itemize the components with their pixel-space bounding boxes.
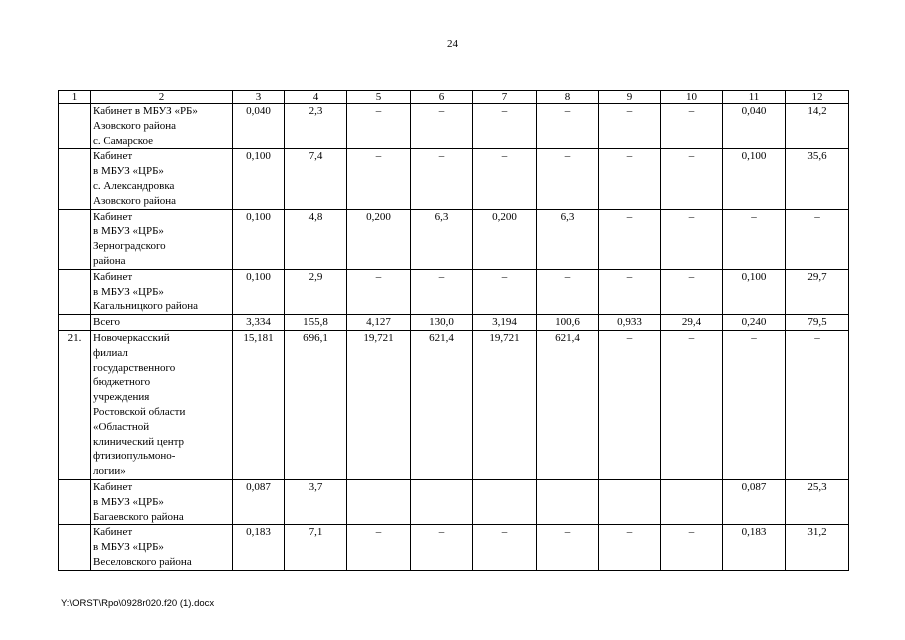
value-cell: 6,3 <box>537 209 599 269</box>
value-cell: – <box>411 269 473 314</box>
institution-name-line: с. Самарское <box>93 134 154 147</box>
institution-name-line: логии» <box>93 465 126 478</box>
value-cell: 2,3 <box>285 104 347 149</box>
table-row <box>59 479 849 524</box>
column-header: 2 <box>91 91 233 104</box>
institution-name-line: в МБУЗ «ЦРБ» <box>93 495 164 508</box>
column-header: 5 <box>347 91 411 104</box>
value-cell <box>537 479 599 524</box>
value-cell: 29,7 <box>786 269 849 314</box>
column-header: 8 <box>537 91 599 104</box>
value-cell: 100,6 <box>537 315 599 331</box>
value-cell: – <box>473 104 537 149</box>
value-cell: – <box>661 209 723 269</box>
value-cell: 4,8 <box>285 209 347 269</box>
column-header: 11 <box>723 91 786 104</box>
table-body <box>59 104 849 571</box>
value-cell: 0,200 <box>473 209 537 269</box>
value-cell: 0,040 <box>723 104 786 149</box>
value-cell: – <box>411 104 473 149</box>
institution-name <box>91 149 233 209</box>
value-cell: 19,721 <box>347 330 411 479</box>
value-cell: 0,100 <box>723 149 786 209</box>
column-header: 1 <box>59 91 91 104</box>
row-number <box>59 315 91 331</box>
value-cell: 29,4 <box>661 315 723 331</box>
value-cell: 4,127 <box>347 315 411 331</box>
column-header: 7 <box>473 91 537 104</box>
value-cell: 79,5 <box>786 315 849 331</box>
value-cell <box>411 479 473 524</box>
value-cell: – <box>537 269 599 314</box>
institution-name-line: Всего <box>93 316 120 329</box>
institution-name <box>91 525 233 570</box>
institution-name-line: Кабинет <box>93 270 133 283</box>
value-cell: – <box>473 149 537 209</box>
table-row <box>59 149 849 209</box>
institution-name <box>91 209 233 269</box>
row-number <box>59 269 91 314</box>
table-row <box>59 104 849 149</box>
institution-name-line: Кабинет <box>93 526 133 539</box>
value-cell: 15,181 <box>233 330 285 479</box>
table-header-row <box>59 91 849 104</box>
institution-name-line: государственного <box>93 361 176 374</box>
institution-name <box>91 479 233 524</box>
institution-name-line: Новочеркасский <box>93 331 170 344</box>
value-cell: – <box>411 525 473 570</box>
value-cell: – <box>473 269 537 314</box>
value-cell: 35,6 <box>786 149 849 209</box>
footer-file-path: Y:\ORST\Rpo\0928r020.f20 (1).docx <box>61 598 215 609</box>
value-cell: 0,040 <box>233 104 285 149</box>
value-cell <box>347 479 411 524</box>
value-cell: 0,240 <box>723 315 786 331</box>
institution-name-line: района <box>93 254 126 267</box>
value-cell: – <box>347 525 411 570</box>
institution-name-line: Кагальницкого района <box>93 300 199 313</box>
institution-name <box>91 269 233 314</box>
data-table <box>58 90 849 571</box>
institution-name-line: Ростовской области <box>93 405 186 418</box>
institution-name-line: Азовского района <box>93 194 177 207</box>
value-cell: – <box>661 269 723 314</box>
value-cell: 31,2 <box>786 525 849 570</box>
row-number <box>59 104 91 149</box>
value-cell: – <box>347 149 411 209</box>
value-cell: 0,100 <box>233 269 285 314</box>
institution-name-line: Кабинет <box>93 150 133 163</box>
value-cell: – <box>537 525 599 570</box>
row-number <box>59 149 91 209</box>
institution-name <box>91 315 233 331</box>
page-number: 24 <box>447 38 458 50</box>
table-row <box>59 209 849 269</box>
column-header: 6 <box>411 91 473 104</box>
value-cell: 0,087 <box>233 479 285 524</box>
value-cell <box>661 479 723 524</box>
institution-name-line: фтизиопульмоно- <box>93 450 176 463</box>
value-cell: – <box>537 104 599 149</box>
value-cell: 0,100 <box>723 269 786 314</box>
column-header: 3 <box>233 91 285 104</box>
value-cell: 696,1 <box>285 330 347 479</box>
institution-name-line: клинический центр <box>93 435 185 448</box>
value-cell: – <box>347 104 411 149</box>
institution-name-line: Веселовского района <box>93 555 192 568</box>
value-cell: 155,8 <box>285 315 347 331</box>
value-cell: 0,087 <box>723 479 786 524</box>
value-cell: 3,7 <box>285 479 347 524</box>
value-cell: 3,334 <box>233 315 285 331</box>
value-cell: – <box>599 149 661 209</box>
table-row <box>59 269 849 314</box>
value-cell: 0,183 <box>723 525 786 570</box>
value-cell: 621,4 <box>411 330 473 479</box>
institution-name <box>91 104 233 149</box>
value-cell: – <box>599 269 661 314</box>
institution-name-line: бюджетного <box>93 376 151 389</box>
value-cell <box>473 479 537 524</box>
value-cell: – <box>599 330 661 479</box>
value-cell: – <box>723 330 786 479</box>
column-header: 4 <box>285 91 347 104</box>
value-cell: 0,100 <box>233 209 285 269</box>
value-cell: – <box>661 104 723 149</box>
value-cell: 25,3 <box>786 479 849 524</box>
value-cell: – <box>786 330 849 479</box>
value-cell: – <box>661 149 723 209</box>
value-cell: 14,2 <box>786 104 849 149</box>
institution-name-line: Кабинет <box>93 480 133 493</box>
value-cell: – <box>661 330 723 479</box>
value-cell: – <box>537 149 599 209</box>
value-cell: 6,3 <box>411 209 473 269</box>
value-cell: 2,9 <box>285 269 347 314</box>
institution-name <box>91 330 233 479</box>
institution-name-line: Кабинет в МБУЗ «РБ» <box>93 105 198 117</box>
value-cell: – <box>347 269 411 314</box>
institution-name-line: Зерноградского <box>93 240 166 253</box>
row-number <box>59 209 91 269</box>
table-row <box>59 315 849 331</box>
value-cell: – <box>661 525 723 570</box>
institution-name-line: «Областной <box>93 420 150 433</box>
institution-name-line: в МБУЗ «ЦРБ» <box>93 285 164 298</box>
table-row <box>59 330 849 479</box>
value-cell: – <box>599 104 661 149</box>
institution-name-line: Кабинет <box>93 210 133 223</box>
table-row <box>59 525 849 570</box>
column-header: 12 <box>786 91 849 104</box>
institution-name-line: филиал <box>93 346 128 359</box>
row-number <box>59 525 91 570</box>
value-cell: 0,100 <box>233 149 285 209</box>
value-cell: 7,1 <box>285 525 347 570</box>
value-cell: 621,4 <box>537 330 599 479</box>
value-cell: 3,194 <box>473 315 537 331</box>
value-cell: 0,200 <box>347 209 411 269</box>
value-cell: – <box>599 209 661 269</box>
institution-name-line: в МБУЗ «ЦРБ» <box>93 225 164 238</box>
column-header: 10 <box>661 91 723 104</box>
value-cell: 0,933 <box>599 315 661 331</box>
value-cell: – <box>786 209 849 269</box>
value-cell: 19,721 <box>473 330 537 479</box>
value-cell: – <box>723 209 786 269</box>
value-cell: – <box>473 525 537 570</box>
row-number: 21. <box>59 330 91 479</box>
institution-name-line: в МБУЗ «ЦРБ» <box>93 541 164 554</box>
value-cell: 130,0 <box>411 315 473 331</box>
value-cell <box>599 479 661 524</box>
value-cell: 7,4 <box>285 149 347 209</box>
institution-name-line: Багаевского района <box>93 510 184 523</box>
institution-name-line: с. Александровка <box>93 179 175 192</box>
column-header: 9 <box>599 91 661 104</box>
value-cell: 0,183 <box>233 525 285 570</box>
value-cell: – <box>411 149 473 209</box>
value-cell: – <box>599 525 661 570</box>
institution-name-line: учреждения <box>93 391 150 404</box>
institution-name-line: в МБУЗ «ЦРБ» <box>93 165 164 178</box>
row-number <box>59 479 91 524</box>
institution-name-line: Азовского района <box>93 119 177 132</box>
